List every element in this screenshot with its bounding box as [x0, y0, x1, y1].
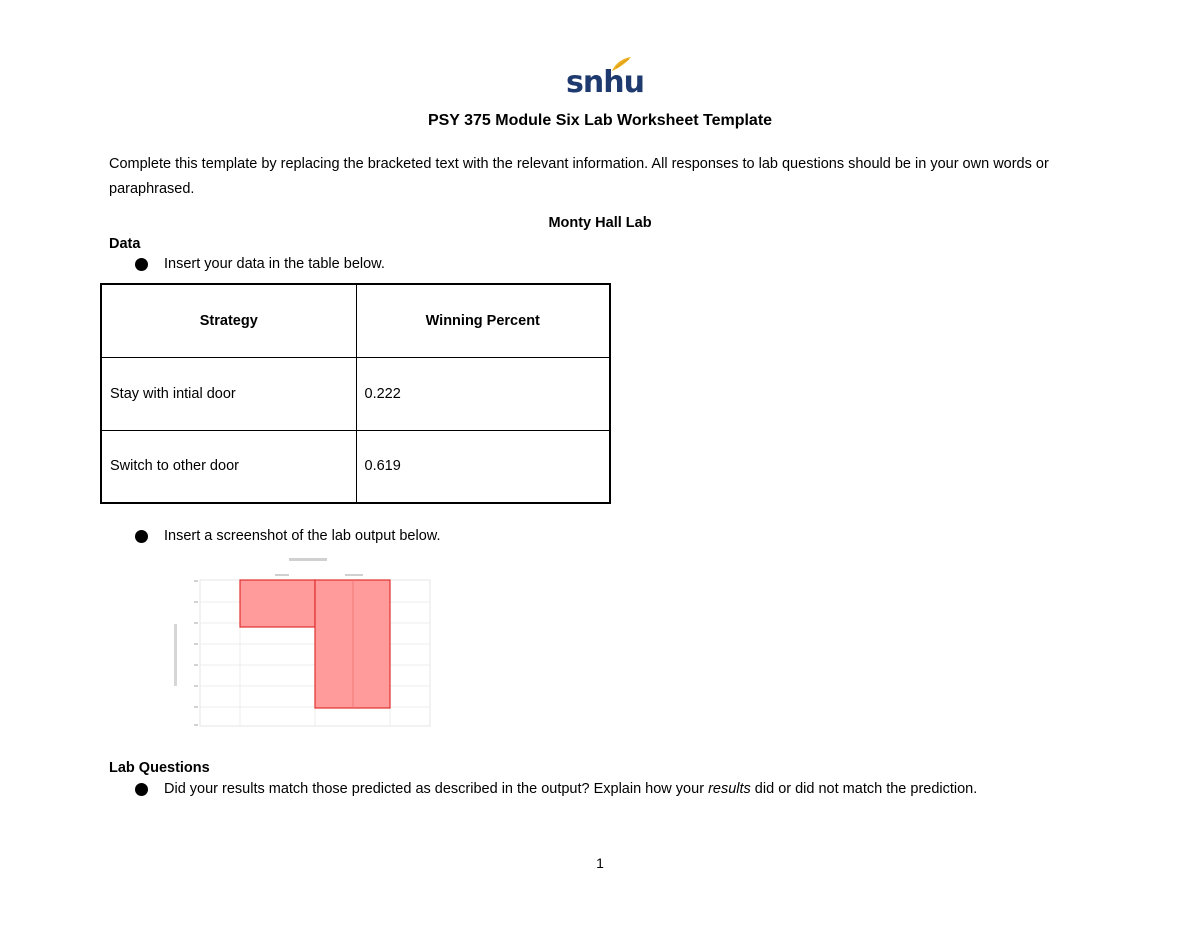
table-cell: 0.222 [356, 357, 610, 430]
lab-title-text: Monty Hall Lab [548, 215, 652, 231]
table-header-strategy: Strategy [101, 284, 356, 357]
logo-text: snhu [566, 65, 644, 100]
table-header-row [101, 284, 610, 357]
table-header-winning-percent: Winning Percent [356, 284, 610, 357]
lab-output-image [163, 552, 463, 734]
bullet-icon [135, 258, 148, 271]
bullet-insert-data [135, 256, 385, 272]
bullet-icon [135, 530, 148, 543]
bullet-icon [135, 783, 148, 796]
page-title: PSY 375 Module Six Lab Worksheet Template [427, 112, 773, 129]
data-heading: Data [109, 236, 141, 252]
bullet-text: Insert a screenshot of the lab output below. [164, 528, 441, 544]
question-1-part2: did or did not match the prediction. [750, 781, 978, 797]
data-table [100, 283, 611, 504]
lab-title [0, 215, 1200, 231]
question-1 [135, 781, 977, 797]
bullet-insert-screenshot [135, 528, 440, 544]
stay-bar [240, 580, 315, 627]
question-1-part1: Did your results match those predicted as described in the output? Explain how your [164, 781, 709, 797]
bullet-text: Insert your data in the table below. [164, 256, 385, 272]
table-row [101, 430, 610, 503]
lab-questions-heading: Lab Questions [109, 760, 210, 776]
table-cell: Switch to other door [101, 430, 356, 503]
lab-output-screenshot [163, 552, 463, 734]
question-1-italic: results [708, 781, 751, 797]
table-row [101, 357, 610, 430]
snhu-logo [566, 56, 644, 102]
question-1-text [164, 781, 977, 797]
switch-bar [315, 580, 390, 708]
table-cell: Stay with intial door [101, 357, 356, 430]
page-number: 1 [596, 855, 604, 871]
table-cell: 0.619 [356, 430, 610, 503]
intro-paragraph: Complete this template by replacing the bracketed text with the relevant information. All responses to lab questions should be in your own words or paraphrased. [109, 156, 1049, 197]
